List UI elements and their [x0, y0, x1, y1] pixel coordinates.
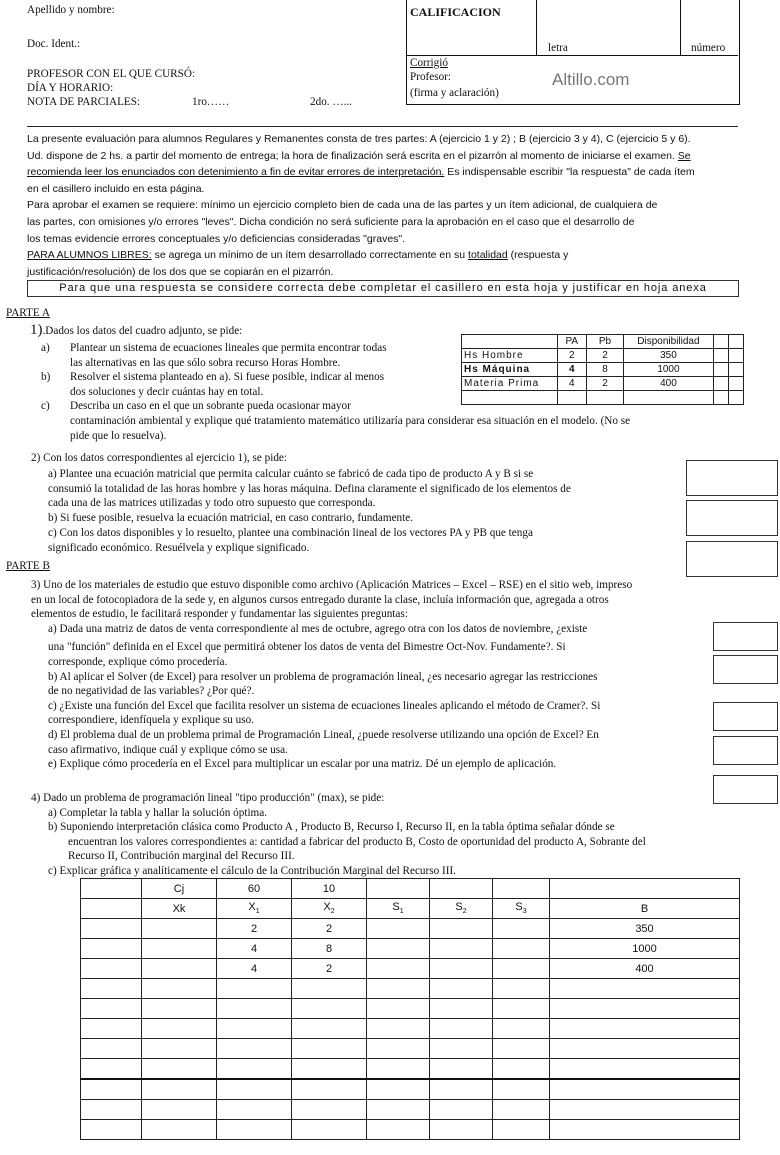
name-label: Apellido y nombre: — [27, 4, 115, 16]
answer-box-3d[interactable] — [713, 736, 778, 765]
doc-id-label: Doc. Ident.: — [27, 38, 81, 50]
q2-items: a) Plantee una ecuación matricial que permita calcular cuánto se fabricó de cada tipo de producto A y B si se consumió la totalidad de las horas hombre y las horas máquina. Defina claramente el significado de los elementos de cada una de las matrices utilizadas y todo otro supuesto que corresponda. b) Si fuese posible, resuelva la ecuación matricial, en caso contrario, fundamente. c) Con los datos disponibles y lo resuelto, plantee una combinación lineal de los vectores PA y PB que tenga significado económico. Resuélvela y explique significado. — [48, 468, 571, 554]
signature-label: (firma y aclaración) — [410, 87, 499, 99]
partial-grades-label: NOTA DE PARCIALES: — [27, 96, 141, 108]
answer-note: Para que una respuesta se considere correcta debe completar el casillero en esta hoja y justificar en hoja anexa — [27, 280, 739, 297]
q1-number: 1) — [30, 322, 43, 338]
q1-statement: .Dados los datos del cuadro adjunto, se pide: — [42, 325, 243, 337]
watermark: Altillo.com — [552, 70, 630, 89]
corrected-label: Corrigió — [410, 57, 448, 69]
part-a-title: PARTE A — [6, 307, 50, 319]
q4-text: 4) Dado un problema de programación lineal "tipo producción" (max), se pide: a) Completar la tabla y hallar la solución óptima. b) Suponiendo interpretación clásica como Producto A , Producto B, Recurso I, Recurso II, en la tabla óptima señalar dónde se encuentran los valores correspondientes a: cantidad a fabricar del producto B, Costo de oportunidad del producto A, Sobrante del Recurso II, Contribución marginal del Recurso III. c) Explicar gráfica y analíticamente el cálculo de la Contribución Marginal del Recurso III. — [31, 792, 646, 877]
answer-box-3c[interactable] — [713, 702, 778, 731]
grade-number-label: número — [691, 42, 726, 54]
simplex-table: Cj 60 10 Xk $X_1$ $X_2$ $S_1$ $S_2$ $S_3$ B 2 2 350 4 8 1000 4 2 400 — [80, 878, 740, 1140]
answer-box-3b[interactable] — [713, 655, 778, 684]
instructions: La presente evaluación para alumnos Regulares y Remanentes consta de tres partes: A (ejercicio 1 y 2) ; B (ejercicio 3 y 4), C (ejercicio 5 y 6). Ud. dispone de 2 hs. a partir del momento de entrega; la hora de finalización será escrita en el pizarrón al momento de iniciarse el examen. Se recomienda leer los enunciados con detenimiento a fin de evitar errores de interpretación. Es indispensable escribir "la respuesta" de cada ítem en el casillero incluido en esta página. Para aprobar el examen se requiere: mínimo un ejercicio completo bien de cada una de las partes y un ítem adicional, de cualquiera de las partes, con omisiones y/o errores "leves". Dicha condición no será suficiente para la aprobación en el caso que el desarrollo de los temas evidencie errores conceptuales y/o deficiencias consideradas "graves". PARA ALUMNOS LIBRES: se agrega un mínimo de un ítem desarrollado correctamente en su totalidad (respuesta y justificación/resolución) de los dos que se copiarán en el pizarrón. — [27, 133, 695, 278]
schedule-label: DÍA Y HORARIO: — [27, 82, 114, 94]
answer-box-3a[interactable] — [713, 622, 778, 651]
answer-box-2c[interactable] — [686, 541, 778, 577]
answer-box-2a[interactable] — [686, 460, 778, 496]
answer-box-3e[interactable] — [713, 775, 778, 804]
q3-text: 3) Uno de los materiales de estudio que estuvo disponible como archivo (Aplicación Matrices – Excel – RSE) en el sitio web, impreso en un local de fotocopiadora de la sede y, en algunos cursos entregado durante la clase, incluía información que, agregada a otros elementos de estudio, le facilitará responder y fundamentar las siguientes preguntas: a) Dada una matriz de datos de venta correspondiente al mes de octubre, agrego otra con los datos de noviembre, ¿existe una "función" definida en el Excel que permitirá obtener los datos de venta del Bimestre Oct-Nov. Fundamente?. Si corresponde, explique cómo procedería. b) Al aplicar el Solver (de Excel) para resolver un problema de programación lineal, ¿es necesario agregar las restricciones de no negatividad de las variables? ¿Por qué?. c) ¿Existe una función del Excel que facilita resolver un sistema de ecuaciones lineales aplicando el método de Cramer?. Si correspondiere, idenfíquela y explique su uso. d) El problema dual de un problema primal de Programación Lineal, ¿puede resolverse utilizando una opción de Excel? En caso afirmativo, indique cuál y explique cómo se usa. e) Explique cómo procedería en el Excel para multiplicar un escalar por una matriz. Dé un ejemplo de aplicación. — [31, 579, 633, 771]
partial-grade-2: 2do. …... — [310, 96, 352, 108]
q2-statement: 2) Con los datos correspondientes al ejercicio 1), se pide: — [31, 452, 287, 464]
grader-label: Profesor: — [410, 71, 452, 83]
data-table: PA Pb Disponibilidad Hs Hombre 2 2 350 Hs Máquina 4 8 1000 Materia Prima 4 2 400 — [461, 334, 744, 405]
grade-title: CALIFICACION — [410, 5, 501, 19]
partial-grade-1: 1ro…… — [192, 96, 230, 108]
part-b-title: PARTE B — [6, 560, 50, 572]
professor-label: PROFESOR CON EL QUE CURSÓ: — [27, 68, 196, 80]
grade-letter-label: letra — [548, 42, 568, 54]
q1-items: a) Plantear un sistema de ecuaciones lineales que permita encontrar todas las alternativas en las que sólo sobra recurso Horas Hombre. b) Resolver el sistema planteado en a). Si fuese posible, indicar al menos dos soluciones y decir cuántas hay en total. c) Describa un caso en el que un sobrante pueda ocasionar mayor contaminación ambiental y explique qué tratamiento matemático utilizaría para considerar esa situación en el modelo. (No se pide que lo resuelva). — [41, 342, 631, 442]
answer-box-2b[interactable] — [686, 500, 778, 536]
